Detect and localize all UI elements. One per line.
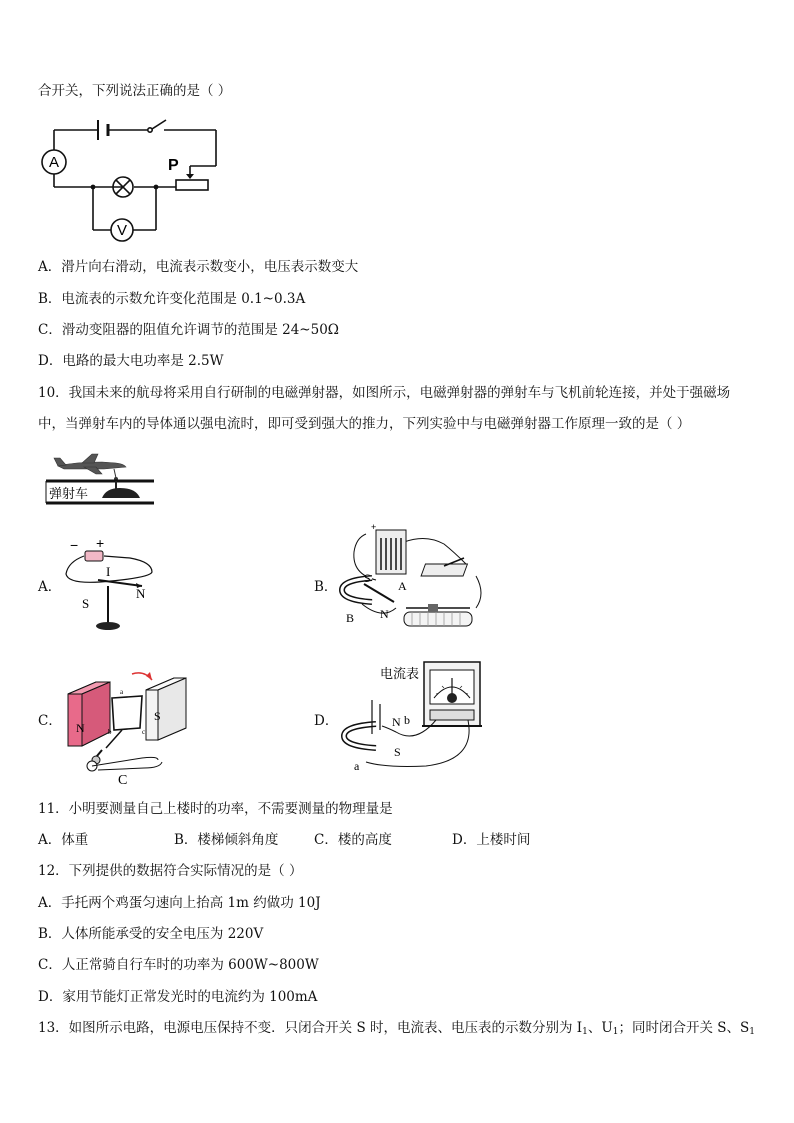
q9-option-a: A．滑片向右滑动，电流表示数变小，电压表示数变大 (38, 259, 359, 275)
option-d-a: a (354, 759, 360, 773)
q11-option-b: B．楼梯倾斜角度 (174, 832, 279, 848)
option-c-b: b (108, 728, 112, 736)
option-a-minus: − (70, 537, 79, 553)
option-d-north: N (392, 715, 401, 729)
q11-stem: 11．小明要测量自己上楼时的功率，不需要测量的物理量是 (38, 801, 393, 817)
option-a-south: S (82, 596, 90, 611)
q13-stem (38, 1019, 755, 1041)
q12-option-c: C．人正常骑自行车时的功率为 600W~800W (38, 957, 319, 973)
catapult-figure (44, 452, 156, 508)
ammeter-label: A (48, 154, 60, 171)
q9-option-c: C．滑动变阻器的阻值允许调节的范围是 24~50Ω (38, 322, 339, 338)
q13-stem-part-a: 13．如图所示电路，电源电压保持不变．只闭合开关 S 时，电流表、电压表的示数分别为 I (38, 1020, 583, 1036)
voltmeter-label: V (116, 222, 128, 239)
q12-stem: 12．下列提供的数据符合实际情况的是（ ） (38, 863, 303, 879)
q13-stem-part-c: ；同时闭合开关 S、S (618, 1020, 750, 1036)
option-b-plus: + (371, 524, 377, 532)
q9-option-d: D．电路的最大电功率是 2.5W (38, 353, 224, 369)
q9-circuit-diagram (36, 112, 226, 244)
option-b-north: N (380, 607, 389, 621)
q10-option-c-figure (62, 668, 192, 788)
option-c-south: S (154, 709, 161, 723)
q10-option-b-figure (336, 524, 496, 642)
option-c-north: N (76, 721, 85, 735)
q13-sub-1: 1 (582, 1027, 588, 1037)
q11-option-c: C．楼的高度 (314, 832, 392, 848)
option-a-north: N (136, 586, 146, 601)
q12-option-a: A．手托两个鸡蛋匀速向上抬高 1m 约做功 10J (38, 895, 321, 911)
option-c-c: c (142, 728, 146, 736)
q13-sub-3: 1 (749, 1027, 756, 1037)
slider-label: P (168, 157, 179, 174)
option-d-b: b (404, 713, 410, 727)
q12-option-d: D．家用节能灯正常发光时的电流约为 100mA (38, 989, 318, 1005)
q9-stem: 合开关，下列说法正确的是（ ） (38, 83, 232, 99)
q13-stem-part-b: 、U (587, 1020, 613, 1036)
q10-stem-line2: 中，当弹射车内的导体通以强电流时，即可受到强大的推力，下列实验中与电磁弹射器工作原理一致的是（ ） (38, 416, 691, 432)
option-b-a: A (398, 579, 407, 593)
q10-option-c-letter: C． (38, 713, 62, 729)
option-d-meter-label: 电流表 (380, 667, 420, 682)
q11-option-a: A．体重 (38, 832, 89, 848)
q10-option-a-figure (60, 536, 170, 636)
catapult-label: 弹射车 (49, 487, 89, 502)
q10-option-b-letter: B． (314, 579, 338, 595)
option-c-a: a (120, 688, 124, 696)
q9-option-b: B．电流表的示数允许变化范围是 0.1~0.3A (38, 291, 306, 307)
option-d-south: S (394, 745, 401, 759)
option-c-bottom-label: C (118, 773, 128, 788)
q11-option-d: D．上楼时间 (452, 832, 531, 848)
option-b-b: B (346, 611, 355, 625)
q10-stem-line1: 10．我国未来的航母将采用自行研制的电磁弹射器，如图所示，电磁弹射器的弹射车与飞机前轮连接，并处于强磁场 (38, 385, 731, 401)
option-b-south: S (364, 571, 371, 585)
q10-option-d-figure (336, 660, 486, 780)
q12-option-b: B．人体所能承受的安全电压为 220V (38, 926, 264, 942)
option-a-current: I (106, 564, 111, 579)
option-a-plus: + (96, 536, 105, 551)
q10-option-a-letter: A． (38, 579, 62, 595)
q10-option-d-letter: D． (314, 713, 339, 729)
q13-sub-2: 1 (612, 1027, 619, 1037)
